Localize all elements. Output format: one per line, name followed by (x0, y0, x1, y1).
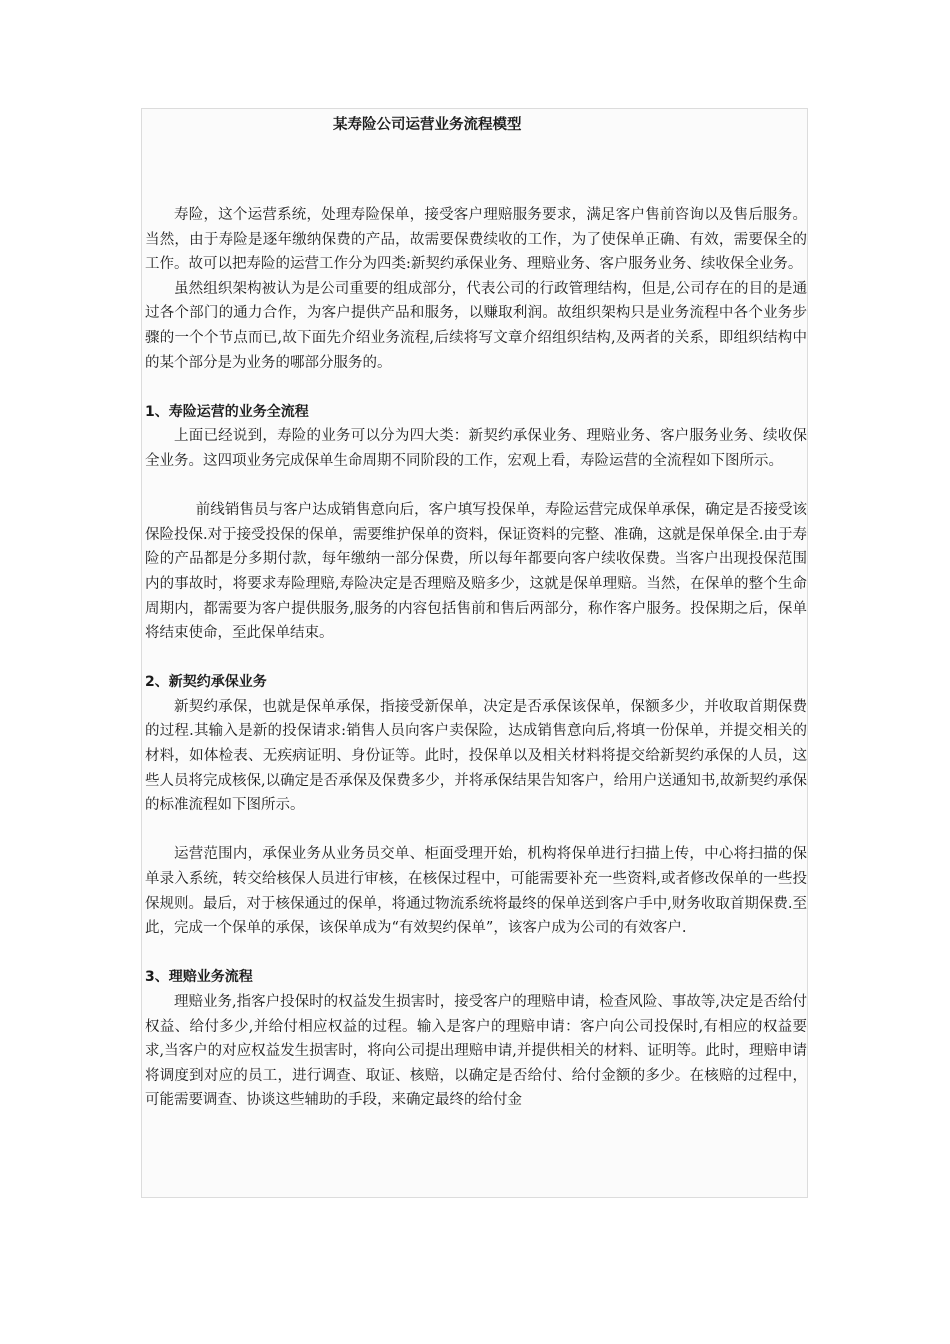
section-paragraph: 上面已经说到，寿险的业务可以分为四大类：新契约承保业务、理赔业务、客户服务业务、续收保全业务。这四项业务完成保单生命周期不同阶段的工作，宏观上看，寿险运营的全流程如下图所示。 (145, 428, 807, 469)
intro-paragraph: 虽然组织架构被认为是公司重要的组成部分，代表公司的行政管理结构，但是,公司存在的目的是通过各个部门的通力合作，为客户提供产品和服务，以赚取利润。故组织架构只是业务流程中各个业务步骤的一个个节点而已,故下面先介绍业务流程,后续将写文章介绍组织结构,及两者的关系，即组织结构中的某个部分是为业务的哪部分服务的。 (145, 280, 807, 371)
spacer (145, 941, 807, 966)
section-heading: 2、新契约承保业务 (145, 674, 267, 691)
intro-paragraph: 寿险，这个运营系统，处理寿险保单，接受客户理赔服务要求，满足客户售前咨询以及售后服务。当然，由于寿险是逐年缴纳保费的产品，故需要保费续收的工作，为了使保单正确、有效，需要保全的工作。故可以把寿险的运营工作分为四类:新契约承保业务、理赔业务、客户服务业务、续收保全业务。 (145, 207, 807, 273)
spacer (145, 474, 807, 499)
section-paragraph: 运营范围内，承保业务从业务员交单、柜面受理开始，机构将保单进行扫描上传，中心将扫描的保单录入系统，转交给核保人员进行审核，在核保过程中，可能需要补充一些资料,或者修改保单的一些投保规则。最后，对于核保通过的保单，将通过物流系统将最终的保单送到客户手中,财务收取首期保费.至此，完成一个保单的承保，该保单成为“有效契约保单”，该客户成为公司的有效客户. (145, 846, 807, 937)
document-title: 某寿险公司运营业务流程模型 (333, 117, 522, 133)
document-body (145, 113, 807, 1113)
spacer (145, 137, 807, 203)
section-paragraph: 理赔业务,指客户投保时的权益发生损害时，接受客户的理赔申请，检查风险、事故等,决定是否给付权益、给付多少,并给付相应权益的过程。输入是客户的理赔申请：客户向公司投保时,有相应的权益要求,当客户的对应权益发生损害时，将向公司提出理赔申请,并提供相关的材料、证明等。此时，理赔申请将调度到对应的员工，进行调查、取证、核赔，以确定是否给付、给付金额的多少。在核赔的过程中，可能需要调查、协谈这些辅助的手段，来确定最终的给付金 (145, 994, 807, 1109)
section-heading: 1、寿险运营的业务全流程 (145, 403, 309, 420)
spacer (145, 375, 807, 400)
section-paragraph: 前线销售员与客户达成销售意向后，客户填写投保单，寿险运营完成保单承保，确定是否接受该保险投保.对于接受投保的保单，需要维护保单的资料，保证资料的完整、准确，这就是保单保全.由于寿险的产品都是分多期付款，每年缴纳一部分保费，所以每年都要向客户续收保费。当客户出现投保范围内的事故时，将要求寿险理赔,寿险决定是否理赔及赔多少，这就是保单理赔。当然，在保单的整个生命周期内，都需要为客户提供服务,服务的内容包括售前和售后两部分，称作客户服务。投保期之后，保单将结束使命，至此保单结束。 (145, 502, 807, 642)
section-paragraph: 新契约承保，也就是保单承保，指接受新保单，决定是否承保该保单，保额多少，并收取首期保费的过程.其输入是新的投保请求:销售人员向客户卖保险，达成销售意向后,将填一份保单，并提交相关的材料，如体检表、无疾病证明、身份证等。此时，投保单以及相关材料将提交给新契约承保的人员，这些人员将完成核保,以确定是否承保及保费多少，并将承保结果告知客户，给用户送通知书,故新契约承保的标准流程如下图所示。 (145, 698, 807, 814)
section-heading: 3、理赔业务流程 (145, 969, 253, 986)
spacer (145, 646, 807, 671)
document-frame (141, 108, 808, 1198)
spacer (145, 818, 807, 843)
